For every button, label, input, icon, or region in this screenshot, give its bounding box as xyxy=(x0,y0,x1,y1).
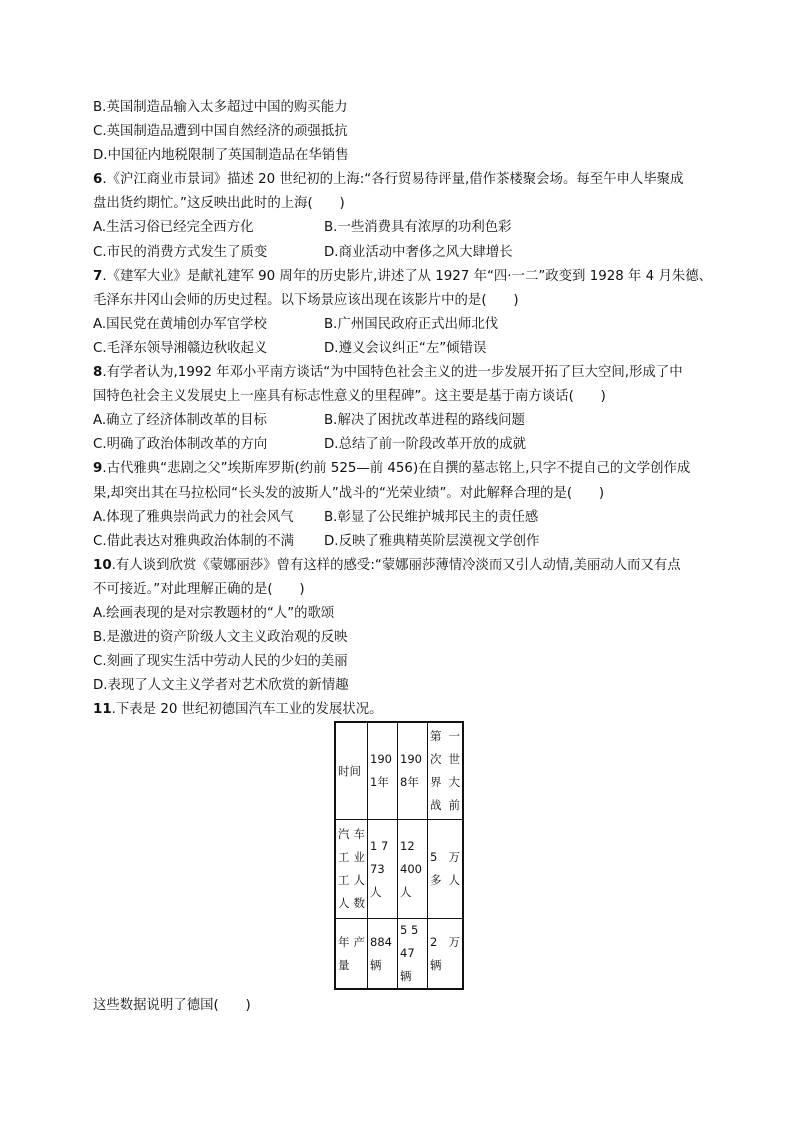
german-auto-industry-table xyxy=(334,721,464,990)
q9-options-cd xyxy=(93,530,718,554)
q11-question: 这些数据说明了德国( ) xyxy=(93,998,251,1013)
q7-option-c: C.毛泽东领导湘赣边秋收起义 xyxy=(93,340,268,356)
q6-number: 6 xyxy=(93,172,103,188)
q7-options-ab xyxy=(93,313,718,337)
table-header-row xyxy=(335,722,463,820)
q8-option-c: C.明确了政治体制改革的方向 xyxy=(93,437,268,453)
q9-option-a: A.体现了雅典崇尚武力的社会风气 xyxy=(93,509,294,525)
table-cell: 12 400人 xyxy=(398,820,428,919)
table-row xyxy=(335,820,463,919)
table-cell: 第一次世界大战前 xyxy=(428,722,464,820)
q9-number: 9 xyxy=(93,461,103,477)
q9-stem-line-2: 果,却突出其在马拉松同“长头发的波斯人”战斗的“光荣业绩”。对此解释合理的是( ) xyxy=(93,485,605,501)
q8-options-cd xyxy=(93,433,718,457)
q7-stem-line-2: 毛泽东井冈山会师的历史过程。以下场景应该出现在该影片中的是( ) xyxy=(93,292,519,308)
q5-option-b: B.英国制造品输入太多超过中国的购买能力 xyxy=(93,100,348,115)
q9-option-c: C.借此表达对雅典政治体制的不满 xyxy=(93,533,295,549)
q7-option-b: B.广州国民政府正式出师北伐 xyxy=(324,316,499,332)
q10-number: 10 xyxy=(93,557,112,573)
q5-option-d: D.中国征内地税限制了英国制造品在华销售 xyxy=(93,148,349,164)
q9-stem-text-1: .古代雅典“悲剧之父”埃斯库罗斯(约前 525—前 456)在自撰的墓志铭上,只字不提自己的文学创作成 xyxy=(102,461,691,477)
q11-number: 11 xyxy=(93,702,112,718)
q8-stem-line-2: 国特色社会主义发展史上一座具有标志性意义的里程碑”。这主要是基于南方谈话( ) xyxy=(93,389,606,405)
table-cell: 5 万多人 xyxy=(428,820,464,919)
q6-option-b: B.一些消费具有浓厚的功利色彩 xyxy=(324,220,512,236)
table-cell: 汽车工业工人人数 xyxy=(335,820,368,919)
table-cell: 884辆 xyxy=(368,919,398,990)
q9-stem-line-1 xyxy=(93,457,718,481)
q7-stem-line-1 xyxy=(93,265,718,289)
q8-option-a: A.确立了经济体制改革的目标 xyxy=(93,413,267,429)
table-cell: 1901年 xyxy=(368,722,398,820)
q9-option-d: D.反映了雅典精英阶层漠视文学创作 xyxy=(324,533,540,549)
q6-option-a: A.生活习俗已经完全西方化 xyxy=(93,220,254,236)
q10-option-b: B.是激进的资产阶级人文主义政治观的反映 xyxy=(93,630,348,646)
q7-options-cd xyxy=(93,337,718,361)
q6-option-c: C.市民的消费方式发生了质变 xyxy=(93,244,268,260)
exam-page xyxy=(93,96,718,722)
table-cell: 1 773人 xyxy=(368,820,398,919)
table-row xyxy=(335,919,463,990)
q11-stem-line-1 xyxy=(93,698,718,722)
q10-option-a: A.绘画表现的是对宗教题材的“人”的歌颂 xyxy=(93,605,335,621)
q8-number: 8 xyxy=(93,365,103,381)
q7-option-a: A.国民党在黄埔创办军官学校 xyxy=(93,316,267,332)
q10-stem-line-1 xyxy=(93,554,718,578)
q7-stem-text-1: .《建军大业》是献礼建军 90 周年的历史影片,讲述了从 1927 年“四·一二”政变到 1928 年 4 月朱德、 xyxy=(102,268,713,284)
q9-option-b: B.彰显了公民维护城邦民主的责任感 xyxy=(324,509,539,525)
q6-option-d: D.商业活动中奢侈之风大肆增长 xyxy=(324,244,513,260)
q5-option-c: C.英国制造品遭到中国自然经济的顽强抵抗 xyxy=(93,124,348,140)
q10-stem-text-1: .有人谈到欣赏《蒙娜丽莎》曾有这样的感受:“蒙娜丽莎薄情冷淡而又引人动情,美丽动人而又有点 xyxy=(111,557,681,573)
table-cell: 年产量 xyxy=(335,919,368,990)
q8-stem-text-1: .有学者认为,1992 年邓小平南方谈话“为中国特色社会主义的进一步发展开拓了巨大空间,形成了中 xyxy=(102,365,683,381)
q10-option-d: D.表现了人文主义学者对艺术欣赏的新情趣 xyxy=(93,678,349,694)
table-cell: 5 547辆 xyxy=(398,919,428,990)
stats-table xyxy=(334,721,464,990)
q9-options-ab xyxy=(93,506,718,530)
q6-stem-text-1: .《沪江商业市景词》描述 20 世纪初的上海:“各行贸易待评量,借作茶楼聚会场。每至午申人毕聚成 xyxy=(102,172,684,188)
q6-options-ab xyxy=(93,216,718,240)
q11-stem-text-1: .下表是 20 世纪初德国汽车工业的发展状况。 xyxy=(111,702,383,718)
table-cell: 2 万辆 xyxy=(428,919,464,990)
q10-stem-line-2: 不可接近。”对此理解正确的是( ) xyxy=(93,581,305,597)
q6-options-cd xyxy=(93,241,718,265)
q10-option-c: C.刻画了现实生活中劳动人民的少妇的美丽 xyxy=(93,654,348,670)
q6-stem-line-1 xyxy=(93,168,718,192)
q7-option-d: D.遵义会议纠正“左”倾错误 xyxy=(324,340,487,356)
q8-options-ab xyxy=(93,409,718,433)
q7-number: 7 xyxy=(93,268,103,284)
table-cell: 时间 xyxy=(335,722,368,820)
q6-stem-line-2: 盘出货约期忙。”这反映出此时的上海( ) xyxy=(93,196,345,212)
table-cell: 1908年 xyxy=(398,722,428,820)
q8-option-b: B.解决了困扰改革进程的路线问题 xyxy=(324,413,525,429)
q8-stem-line-1 xyxy=(93,361,718,385)
q8-option-d: D.总结了前一阶段改革开放的成就 xyxy=(324,437,527,453)
